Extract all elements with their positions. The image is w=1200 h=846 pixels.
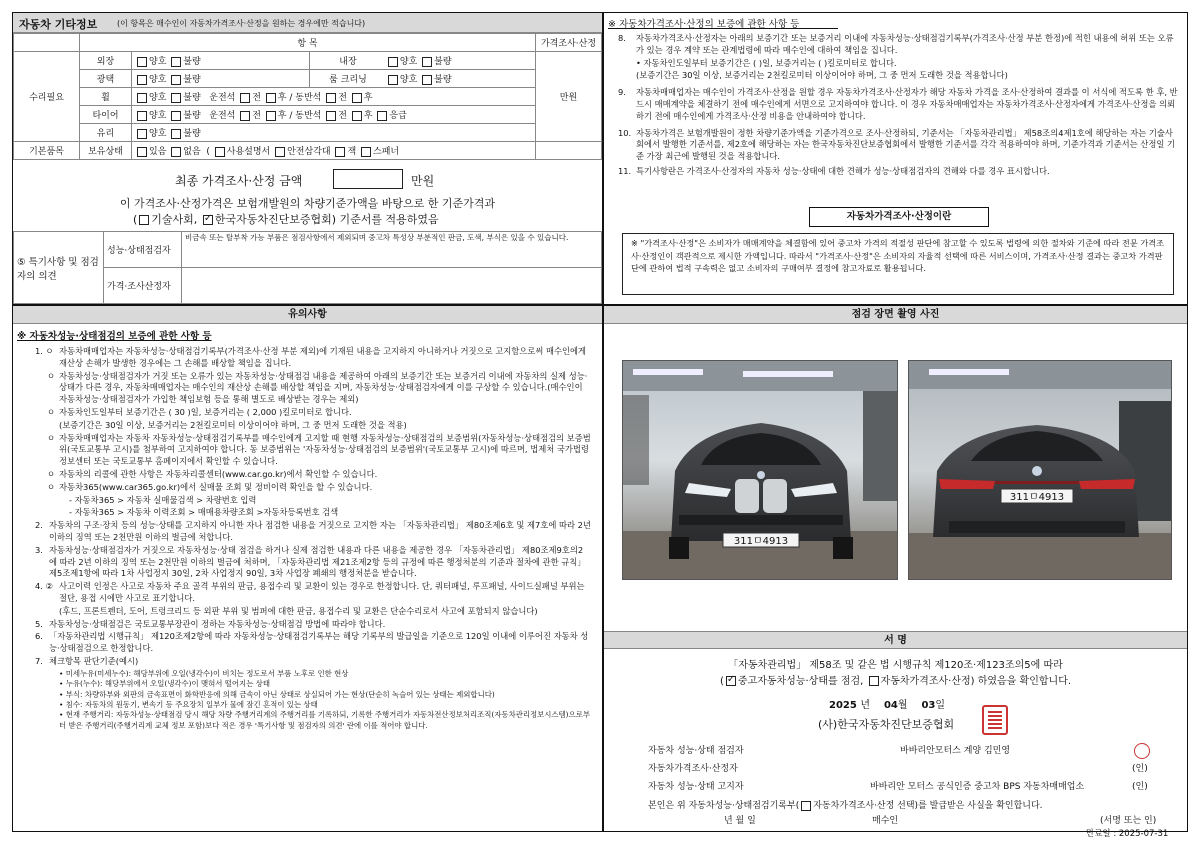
list-item — [35, 346, 591, 370]
exterior-bad-checkbox[interactable] — [171, 57, 181, 67]
basis-line-1: 이 가격조사·산정가격은 보험개발원의 차량기준가액을 바탕으로 한 기준가격과 — [119, 197, 496, 210]
item-text: (보증기간은 30일 이상, 보증거리는 2천킬로미터 이상이어야 하며, 그 중 먼저 도래한 것을 적용) — [59, 419, 407, 430]
year-label: 년 — [860, 700, 870, 711]
row-exterior-label: 외장 — [80, 52, 132, 70]
list-item — [35, 520, 591, 544]
basic-items-label: 기본품목 — [14, 142, 80, 160]
row-wheel-options — [132, 88, 536, 106]
bad-label: 불량 — [183, 129, 201, 139]
spanner-checkbox[interactable] — [361, 147, 371, 157]
front-label: 전 — [252, 93, 261, 103]
sign-line-2 — [604, 672, 1187, 687]
list-item — [618, 58, 1178, 70]
exterior-good-checkbox[interactable] — [137, 57, 147, 67]
notes-list — [35, 346, 591, 731]
item-text: (보증기간은 30일 이상, 보증거리는 2천킬로미터 이상이어야 하며, 그 중 먼저 도래한 것을 적용합니다) — [636, 70, 1008, 81]
price-warranty-list — [618, 33, 1178, 179]
bad-label: 불량 — [183, 111, 201, 121]
driver-label: 운전석 — [209, 93, 236, 103]
car-front-photo — [622, 360, 898, 580]
list-item — [35, 495, 591, 507]
tech-society-checkbox[interactable] — [139, 215, 149, 225]
etc-info-header — [13, 13, 602, 33]
list-item — [35, 581, 591, 605]
item-text: 자동차365(www.car365.go.kr)에서 실매물 조회 및 정비이력 확인을 할 수 있습니다. — [59, 481, 373, 492]
bad-label: 불량 — [183, 75, 201, 85]
tech-society-label: 기술사회, — [151, 213, 198, 226]
item-text: - 자동차365 > 자동차 실매물검색 > 차량번호 입력 — [69, 494, 257, 505]
item-number: 4. ② — [35, 581, 53, 592]
list-item — [618, 166, 1178, 178]
item-number: 7. — [35, 655, 43, 666]
manual-checkbox[interactable] — [215, 147, 225, 157]
role-label: 자동차 성능·상태 점검자 — [648, 746, 744, 756]
row-gloss-options — [132, 70, 310, 88]
sign-org: (사)한국자동차진단보증협회 — [818, 718, 955, 731]
sign-year: 2025 — [829, 700, 857, 711]
inspection-record-page — [12, 12, 1188, 839]
basic-have-checkbox[interactable] — [137, 147, 147, 157]
final-price-unit: 만원 — [411, 174, 435, 188]
list-item — [618, 87, 1178, 122]
role-row — [648, 778, 1178, 796]
row-glass-options — [132, 124, 536, 142]
front-label: 전 — [252, 111, 261, 121]
item-text: 사고이력 인정은 사고로 자동차 주요 골격 부위의 판금, 용접수리 및 교환이 있는 경우로 한정합니다. 단, 쿼터패널, 루프패널, 사이드실패널 부위는 절단, 용접 시에만 사고로 표기합니다. — [59, 581, 585, 603]
good-label: 양호 — [149, 111, 167, 121]
paren: ( — [133, 213, 138, 226]
etc-info-title: 자동차 기타정보 — [19, 18, 98, 31]
room-clean-good-checkbox[interactable] — [388, 75, 398, 85]
criteria-item: • 현재 주행거리: 자동차성능·상태점검 당시 해당 차량 주행거리계의 주행거리를 기록하되, 기록한 주행거리가 자동차전산정보처리조직(자동차관리정보시스템)으로부터 받은 주행거리(주행거리계 교체 정보 포함)보다 적은 경우 '특기사항 및 점검자의 의견' 란에 이를 적어야 합니다. — [59, 710, 590, 730]
tire-driver-front-checkbox[interactable] — [240, 111, 250, 121]
front-label: 전 — [338, 93, 347, 103]
special-notes-label: ⑤ 특기사항 및 점검자의 의견 — [14, 232, 104, 304]
gloss-good-checkbox[interactable] — [137, 75, 147, 85]
tire-bad-checkbox[interactable] — [171, 111, 181, 121]
tire-passenger-front-checkbox[interactable] — [326, 111, 336, 121]
title-underline — [608, 16, 838, 29]
list-item — [35, 606, 591, 618]
spanner-label: 스패너 — [373, 147, 400, 157]
role-label: 자동차 성능·상태 고지자 — [648, 782, 744, 792]
basic-status-label: 보유상태 — [80, 142, 132, 160]
item-text: • 자동차인도일부터 보증기간은 ( )일, 보증거리는 ( )킬로미터로 합니다. — [636, 57, 897, 68]
front-label: 전 — [338, 111, 347, 121]
interior-good-checkbox[interactable] — [388, 57, 398, 67]
buyer-date-blank: 년 월 일 — [724, 816, 756, 826]
item-text: 자동차인도일부터 보증기간은 ( 30 )일, 보증거리는 ( 2,000 )킬로미터로 합니다. — [59, 406, 352, 417]
wheel-bad-checkbox[interactable] — [171, 93, 181, 103]
list-item — [35, 469, 591, 481]
list-item — [35, 656, 591, 668]
item-number: 3. — [35, 544, 43, 555]
tire-good-checkbox[interactable] — [137, 111, 147, 121]
criteria-item: • 누유(누수): 해당부위에서 오일(냉각수)이 맺혀서 떨어지는 상태 — [59, 679, 270, 689]
price-unit: 만원 — [536, 52, 602, 142]
item-number: 5. — [35, 618, 43, 629]
criteria-item: • 부식: 차량하부와 외판의 금속표면이 화학반응에 의해 금속이 아닌 상태로 상실되어 가는 현상(단순히 녹슬어 있는 상태는 제외합니다) — [59, 689, 495, 699]
role-row — [648, 760, 1178, 778]
list-item — [618, 70, 1178, 82]
list-item — [35, 619, 591, 631]
good-label: 양호 — [399, 57, 418, 67]
item-number: 2. — [35, 520, 43, 531]
buyer-sign: (서명 또는 인) — [1100, 816, 1157, 826]
sign-day: 03 — [921, 700, 936, 711]
jack-label: 잭 — [347, 147, 357, 157]
list-item — [35, 507, 591, 519]
item-text: 자동차가격은 보험개발원이 정한 차량기준가액을 기준가격으로 조사·산정하되, 기준서는 「자동차관리법」 제58조의4제1호에 해당하는 자는 기술사회에서 발행한 기준서를, 제2호에 해당하는 자는 한국자동차진단보증협회에서 발행한 기준서를 각각 적용하여야 하며, 기준가격과 기준서는 산정일 기준 가장 최근에 발행된 것을 적용합니다. — [636, 127, 1176, 162]
rear-label: 후 — [277, 93, 287, 103]
good-label: 양호 — [149, 129, 167, 139]
car-front-image — [623, 361, 898, 580]
row-interior — [310, 52, 536, 70]
inspector-seal-icon — [1134, 743, 1150, 759]
criteria-list — [35, 669, 591, 731]
none-label: 없음 — [183, 147, 201, 157]
price-warranty-section — [604, 13, 1187, 304]
etc-info-subtitle: (이 항목은 매수인이 자동차가격조사·산정을 원하는 경우에만 적습니다) — [117, 19, 366, 28]
driver-label: 운전석 — [209, 111, 236, 121]
rear-label: 후 — [363, 93, 373, 103]
special-notes-table — [13, 231, 602, 304]
final-price-label: 최종 가격조사·산정 금액 — [175, 174, 303, 188]
sign-title: 서 명 — [604, 631, 1187, 649]
perf-inspector-note: 비금속 또는 탈부착 가능 부품은 점검사항에서 제외되며 중고차 특성상 부분적인 판금, 도색, 부식은 있을 수 있습니다. — [182, 232, 602, 268]
good-label: 양호 — [399, 75, 418, 85]
room-clean-bad-checkbox[interactable] — [422, 75, 432, 85]
tire-driver-rear-checkbox[interactable] — [266, 111, 276, 121]
item-text: 자동차의 구조·장치 등의 성능·상태를 고지하지 아니한 자나 점검한 내용을 거짓으로 고지한 자는 「자동차관리법」 제80조제6호 및 제7호에 따라 2년 이하의 징역 또는 2천만원 이하의 벌금에 처합니다. — [49, 520, 591, 542]
etc-info-section — [13, 13, 602, 304]
col-item-header: 항 목 — [80, 34, 536, 52]
good-label: 양호 — [149, 57, 167, 67]
glass-bad-checkbox[interactable] — [171, 129, 181, 139]
row-wheel-label: 휠 — [80, 88, 132, 106]
triangle-checkbox[interactable] — [275, 147, 285, 157]
interior-bad-checkbox[interactable] — [422, 57, 432, 67]
good-label: 양호 — [149, 93, 167, 103]
wheel-driver-front-checkbox[interactable] — [240, 93, 250, 103]
car-rear-photo — [908, 360, 1172, 580]
basic-none-checkbox[interactable] — [171, 147, 181, 157]
day-label: 일 — [935, 700, 946, 711]
item-text: 자동차매매업자는 자동차 자동차성능·상태점검기록부를 매수인에게 고지할 때 현행 자동차성능·상태점검의 보증범위(자동차성능·상태점검의 보증범위(국토교통부 고시)를 첨부하여 고지하여야 합니다. 동 보증범위는 '자동차성능·상태점검의 보증범위'(국토교통부 고시)에 따르며, 법제처 국가법령정보센터 또는 국토교통부 홈페이지에서 확인할 수 있습니다. — [59, 432, 591, 467]
list-item — [618, 33, 1178, 57]
item-text: 「자동차관리법 시행규칙」 제120조제2항에 따라 자동차성능·상태점검기록부는 해당 기록부의 발급일을 기준으로 120일 이내에 이루어진 자동차 성능·상태점검으로 한정합니다. — [49, 631, 589, 654]
price-check-label: 자동차가격조사·산정) 하였음을 확인합니다. — [880, 676, 1072, 687]
role-name: 바바리안모터스 계양 김민영 — [900, 746, 1011, 756]
item-number: ㅇ — [47, 468, 56, 479]
gloss-bad-checkbox[interactable] — [171, 75, 181, 85]
item-text: 자동차매매업자는 자동차성능·상태점검기록부(가격조사·산정 부분 제외)에 기재된 내용을 고지하지 아니하거나 거짓으로 고지함으로써 매수인에게 재산상 손해가 발생한 경우에는 그 손해를 배상할 책임을 집니다. — [59, 346, 587, 368]
have-label: 있음 — [149, 147, 167, 157]
confirm-line — [648, 798, 1043, 811]
item-number: 11. — [618, 165, 632, 176]
buyer-label: 매수인 — [872, 816, 899, 826]
list-item — [35, 420, 591, 432]
blank-cell — [536, 142, 602, 160]
notes-title: 유의사항 — [13, 306, 602, 324]
org-seal-icon — [982, 705, 1008, 735]
price-check-checkbox[interactable] — [869, 676, 879, 686]
item-text: 체크항목 판단기준(예시) — [49, 655, 139, 666]
row-tire-label: 타이어 — [80, 106, 132, 124]
list-item — [35, 371, 591, 406]
basic-items-options: 있음 없음 ( 사용설명서 안전삼각대 잭 스패너 — [132, 142, 536, 160]
notes-section — [13, 306, 602, 831]
item-text: 특기사항란은 가격조사·산정자의 자동차 성능·상태에 대한 견해가 성능·상태점검자의 견해와 다를 경우 표시합니다. — [636, 165, 1050, 176]
perf-inspector-label: 성능·상태점검자 — [104, 232, 182, 268]
basis-line-2 — [133, 211, 439, 227]
confirm-price-checkbox[interactable] — [801, 801, 811, 811]
tire-emergency-checkbox[interactable] — [377, 111, 387, 121]
item-text: 자동차성능·상태점검자가 거짓 또는 오류가 있는 자동차성능·상태점검 내용을 제공하여 아래의 보증기간 또는 보증거리 이내에 자동차의 실제 성능·상태가 다른 경우, 자동차매매업자는 매수인의 재산상 손해를 배상할 책임을 지며, 자동차성능·상태점검자에게 이를 구상할 수 있습니다.(매수인이 자동차성능·상태점검자가 가입한 책임보험 등을 통해 별도로 배상받는 경우는 제외) — [59, 370, 588, 405]
blank-cell — [14, 34, 80, 52]
price-inspector-note[interactable] — [182, 268, 602, 304]
front-plate-text: 311ㅁ4913 — [733, 536, 789, 547]
row-glass-label: 유리 — [80, 124, 132, 142]
row-room-clean — [310, 70, 536, 88]
photos-sign-section — [604, 306, 1187, 839]
criteria-item: • 미세누유(미세누수): 해당부위에 오일(냉각수)이 비치는 정도로서 부품 노후로 인한 현상 — [59, 668, 349, 678]
perf-check-checkbox[interactable] — [726, 676, 736, 686]
paren: ( — [719, 676, 724, 687]
list-item — [35, 631, 591, 655]
item-text: 자동차의 리콜에 관한 사항은 자동차리콜센터(www.car.go.kr)에서 확인할 수 있습니다. — [59, 468, 378, 479]
item-number: 1. ㅇ — [35, 346, 54, 356]
row-gloss-label: 광택 — [80, 70, 132, 88]
repair-needed-label: 수리필요 — [14, 52, 80, 142]
row-exterior-options — [132, 52, 310, 70]
item-text: 자동차매매업자는 매수인이 가격조사·산정을 원할 경우 자동차가격조사·산정자가 해당 자동차 가격을 조사·산정하여 결과를 이 서식에 적도록 한 후, 반드시 매매계약을 체결하기 전에 매수인에게 서면으로 고지하여야 합니다. 이 경우 자동차매매업자는 자동차가격조사·산정자에게 가격조사·산정을 의뢰하기 전에 매수인에게 가격조사·산정 비용을 안내하여야 합니다. — [636, 87, 1178, 121]
list-item — [35, 482, 591, 494]
good-label: 양호 — [149, 75, 167, 85]
item-number: ㅇ — [47, 370, 56, 381]
col-price-header: 가격조사·산정 — [536, 34, 602, 52]
rear-label: 후 — [363, 111, 373, 121]
kaa-checkbox[interactable] — [203, 215, 213, 225]
expiry-date: 만료일 : 2025-07-31 — [1086, 829, 1169, 839]
bad-label: 불량 — [183, 93, 201, 103]
item-text: (후드, 프론트펜더, 도어, 트렁크리드 등 외판 부위 및 범퍼에 대한 판금, 용접수리 및 교환은 단순수리로서 사고에 포함되지 않습니다) — [59, 605, 538, 616]
final-price-row — [13, 167, 602, 191]
passenger-label: / 동반석 — [289, 93, 322, 103]
criteria-item: • 침수: 자동차의 원동기, 변속기 등 주요장치 일부가 물에 잠긴 흔적이 있는 상태 — [59, 699, 318, 709]
role-label: 자동차가격조사·산정자 — [648, 764, 738, 774]
price-info-box-title: 자동차가격조사·산정이란 — [809, 207, 989, 227]
list-item — [618, 128, 1178, 163]
photos-title: 점검 장면 촬영 사진 — [604, 306, 1187, 324]
item-number: 9. — [618, 87, 626, 98]
emergency-label: 응급 — [389, 111, 407, 121]
confirm-text-a: 본인은 위 자동차성능·상태점검기록부( — [648, 801, 800, 811]
role-name: 바바리안 모터스 공식인증 중고차 BPS 자동차매매업소 — [870, 782, 1085, 792]
item-number: ㅇ — [47, 432, 56, 443]
confirm-text-b: 자동차가격조사·산정 선택)를 발급받은 사실을 확인합니다. — [813, 801, 1043, 811]
month-label: 월 — [897, 700, 908, 711]
item-number: ㅇ — [47, 481, 56, 492]
passenger-label: / 동반석 — [289, 111, 322, 121]
tire-passenger-rear-checkbox[interactable] — [352, 111, 362, 121]
list-item — [35, 407, 591, 419]
rear-label: 후 — [277, 111, 287, 121]
rear-plate-text: 311ㅁ4913 — [1009, 492, 1065, 503]
wheel-passenger-rear-checkbox[interactable] — [352, 93, 362, 103]
role-row — [648, 742, 1178, 760]
sign-month: 04 — [883, 700, 898, 711]
item-number: 10. — [618, 127, 632, 138]
jack-checkbox[interactable] — [335, 147, 345, 157]
item-text: - 자동차365 > 자동차 이력조회 > 매매용차량조회 >자동차등록번호 검색 — [69, 507, 339, 518]
wheel-good-checkbox[interactable] — [137, 93, 147, 103]
item-text: 자동차성능·상태점검은 국토교통부장관이 정하는 자동차성능·상태점검 방법에 따라야 합니다. — [49, 618, 386, 629]
triangle-label: 안전삼각대 — [287, 147, 331, 157]
list-item — [35, 545, 591, 580]
row-interior-label: 내장 — [339, 57, 357, 67]
sign-date — [829, 696, 945, 711]
bad-label: 불량 — [434, 57, 452, 67]
row-tire-options — [132, 106, 536, 124]
row-room-clean-label: 룸 크리닝 — [329, 75, 367, 85]
wheel-passenger-front-checkbox[interactable] — [326, 93, 336, 103]
manual-label: 사용설명서 — [226, 147, 271, 157]
role-seal: (인) — [1132, 764, 1148, 774]
item-text: 자동차성능·상태점검자가 거짓으로 자동차성능·상태 점검을 하거나 실제 점검한 내용과 다른 내용을 제공한 경우 「자동차관리법」 제80조제9호의2에 따라 2년 이하의 징역 또는 2천만원 이하의 벌금에 처하며, 「자동차관리법 제21조제2항 등의 규정에 따른 행정처분의 기준과 절차에 관한 규칙」 제5조제1항에 따라 1차 사업정지 30일, 2차 사업정지 90일, 3차 사업장 폐쇄의 행정처분을 받습니다. — [49, 544, 586, 579]
role-seal: (인) — [1132, 782, 1148, 792]
item-text: 자동차가격조사·산정자는 아래의 보증기간 또는 보증거리 이내에 자동차성능·상태점검기록부(가격조사·산정 부분 한정)에 적힌 내용에 허위 또는 오류가 있는 경우 계약 또는 관계법령에 따라 매수인에 대하여 책임을 집니다. — [636, 33, 1174, 55]
bad-label: 불량 — [183, 57, 201, 67]
final-price-input[interactable] — [333, 169, 403, 189]
price-info-box-text: ※ "가격조사·산정"은 소비자가 매매계약을 체결함에 있어 중고차 가격의 적절성 판단에 참고할 수 있도록 법령에 의한 절차와 기준에 따라 전문 가격조사·산정인이 객관적으로 제시한 가액입니다. 따라서 "가격조사·산정"은 소비자의 자율적 선택에 따른 서비스이며, 가격조사·산정 결과는 중고차 가격판단에 관하여 법적 구속력은 없고 소비자의 구매여부 결정에 참고자료로 활용됩니다. — [622, 233, 1174, 295]
car-rear-image — [909, 361, 1172, 580]
bad-label: 불량 — [434, 75, 452, 85]
item-number: 6. — [35, 631, 43, 642]
list-item — [35, 433, 591, 468]
repair-table — [13, 33, 602, 160]
sign-line-1: 「자동차관리법」 제58조 및 같은 법 시행규칙 제120조·제123조의5에 따라 — [728, 660, 1063, 671]
price-inspector-label: 가격·조사산정자 — [104, 268, 182, 304]
wheel-driver-rear-checkbox[interactable] — [266, 93, 276, 103]
item-number: ㅇ — [47, 406, 56, 417]
sign-roles — [648, 742, 1178, 796]
item-number: 8. — [618, 33, 626, 43]
notes-subtitle: ※ 자동차성능·상태점검의 보증에 관한 사항 등 — [17, 331, 212, 342]
glass-good-checkbox[interactable] — [137, 129, 147, 139]
perf-check-label: 중고자동차성능·상태를 점검, — [737, 676, 864, 687]
price-warranty-title: ※ 자동차가격조사·산정의 보증에 관한 사항 등 — [608, 19, 800, 30]
kaa-label: 한국자동차진단보증협회) 기준서를 적용하였음 — [214, 213, 439, 226]
